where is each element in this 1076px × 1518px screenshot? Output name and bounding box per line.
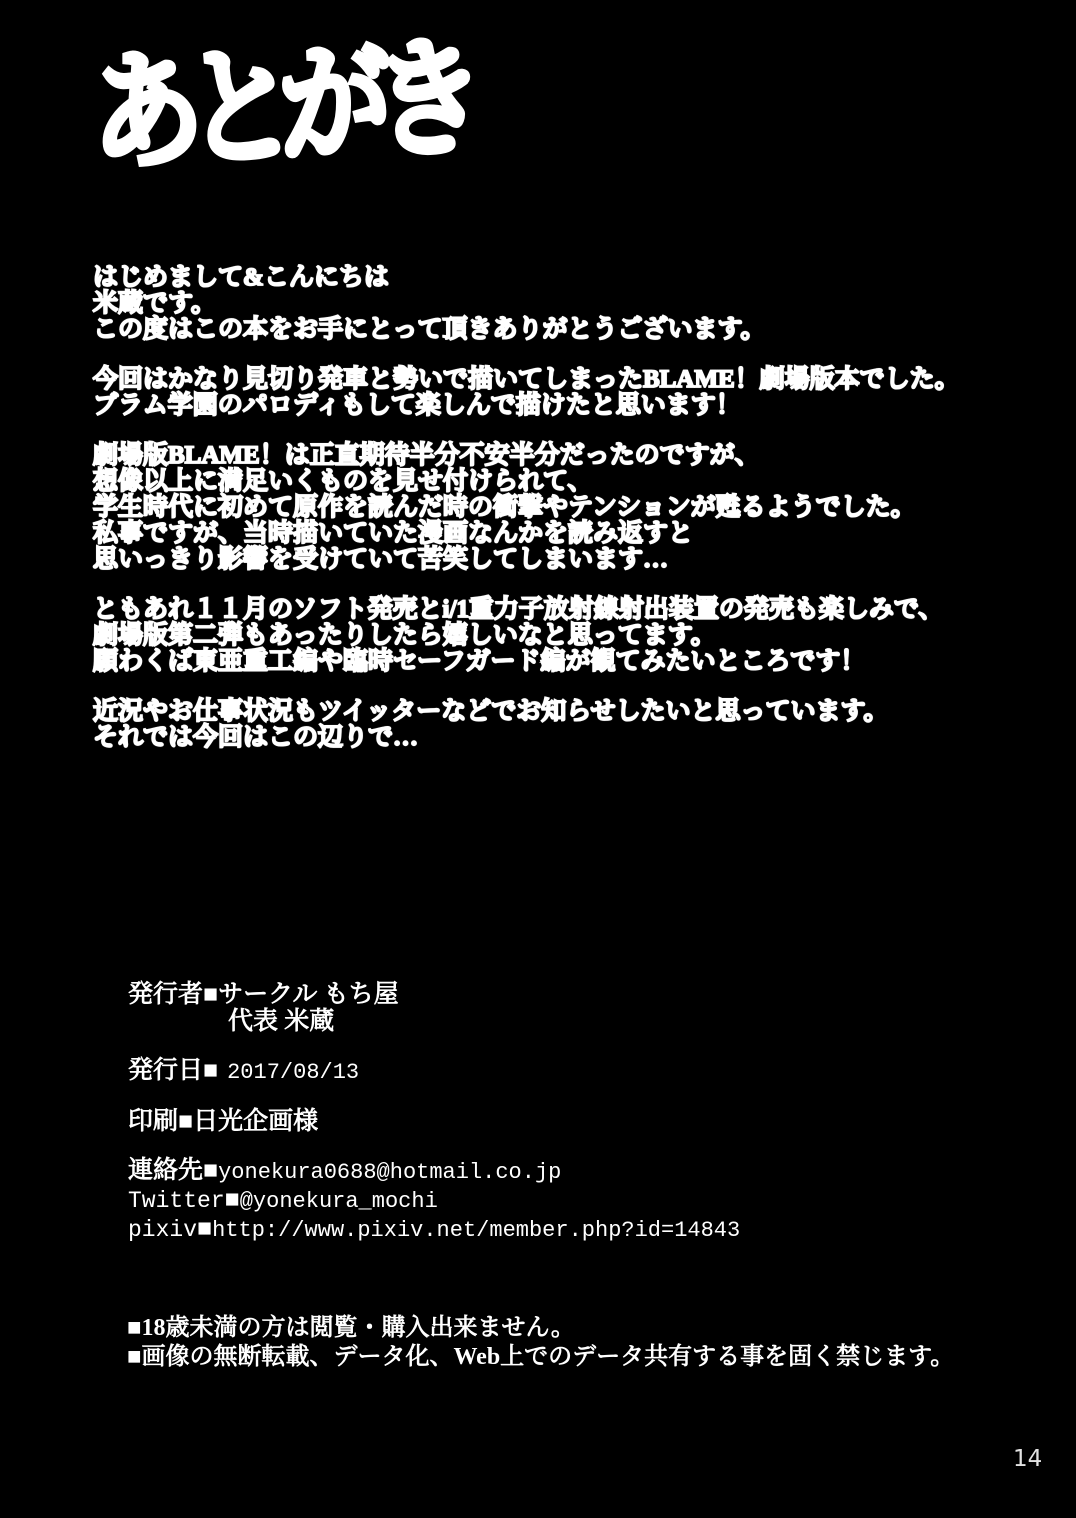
square-icon: ■ (224, 1186, 240, 1213)
body-line: この度はこの本をお手にとって頂きありがとうございます。 (93, 316, 766, 343)
colophon-row-twitter (128, 1186, 740, 1215)
body-line: 思いっきり影響を受けていて苦笑してしまいます… (93, 546, 669, 573)
colophon-row-contact (128, 1157, 740, 1186)
body-line: 劇場版第二弾もあったりしたら嬉しいなと思ってます。 (93, 622, 716, 649)
body-line: それでは今回はこの辺りで… (93, 724, 419, 751)
disclaimer-line: ■18歳未満の方は閲覧・購入出来ません。 (127, 1315, 575, 1341)
colophon-label-twitter: Twitter (128, 1188, 225, 1214)
body-line: 劇場版BLAME！は正直期待半分不安半分だったのですが、 (93, 442, 760, 469)
body-line: ブラム学園のパロディもして楽しんで描けたと思います！ (93, 392, 741, 419)
body-line: ともあれ１１月のソフト発売とi/1重力子放射線射出装置の発売も楽しみで、 (93, 596, 944, 623)
disclaimer-line: ■画像の無断転載、データ化、Web上でのデータ共有する事を固く禁じます。 (127, 1344, 955, 1370)
colophon-value-email: yonekura0688@hotmail.co.jp (218, 1160, 562, 1185)
colophon-value-date: 2017/08/13 (227, 1060, 360, 1085)
afterword-body (93, 241, 1023, 775)
body-line: 今回はかなり見切り発車と勢いで描いてしまったBLAME！劇場版本でした。 (93, 366, 960, 393)
square-icon: ■ (197, 1215, 213, 1242)
colophon-label-date: 発行日■ (128, 1057, 219, 1084)
body-line: 願わくば東亜重工編や臨時セーフガード編が観てみたいところです！ (93, 648, 866, 675)
colophon-label-pixiv: pixiv (128, 1217, 198, 1243)
colophon-label-printer: 印刷■ (128, 1108, 194, 1135)
body-line: 学生時代に初めて原作を読んだ時の衝撃やテンションが甦るようでした。 (93, 494, 916, 521)
colophon (128, 981, 740, 1244)
body-line: 米蔵です。 (93, 290, 217, 317)
colophon-value-representative: 代表 米蔵 (228, 1008, 335, 1035)
colophon-row-publisher (128, 981, 740, 1008)
colophon-value-twitter: @yonekura_mochi (239, 1189, 438, 1214)
colophon-row-printer (128, 1108, 740, 1135)
body-line: 想像以上に満足いくものを見せ付けられて、 (93, 468, 593, 495)
colophon-value-pixiv-url: http://www.pixiv.net/member.php?id=14843 (212, 1218, 741, 1243)
afterword-title: あとがき (88, 23, 471, 190)
colophon-row-pixiv (128, 1215, 740, 1244)
body-line: 近況やお仕事状況もツイッターなどでお知らせしたいと思っています。 (93, 698, 889, 725)
colophon-value-publisher: サークル もち屋 (218, 981, 399, 1008)
colophon-row-date (128, 1057, 740, 1086)
colophon-row-representative (128, 1008, 740, 1035)
body-line: 私事ですが、当時描いていた漫画なんかを読み返すと (93, 520, 694, 547)
disclaimer (127, 1314, 954, 1372)
page-number: 14 (1013, 1446, 1043, 1472)
colophon-value-printer: 日光企画様 (193, 1108, 319, 1135)
body-line: はじめまして&こんにちは (93, 264, 389, 291)
colophon-label-contact: 連絡先■ (128, 1157, 219, 1184)
colophon-label-publisher: 発行者■ (128, 981, 219, 1008)
